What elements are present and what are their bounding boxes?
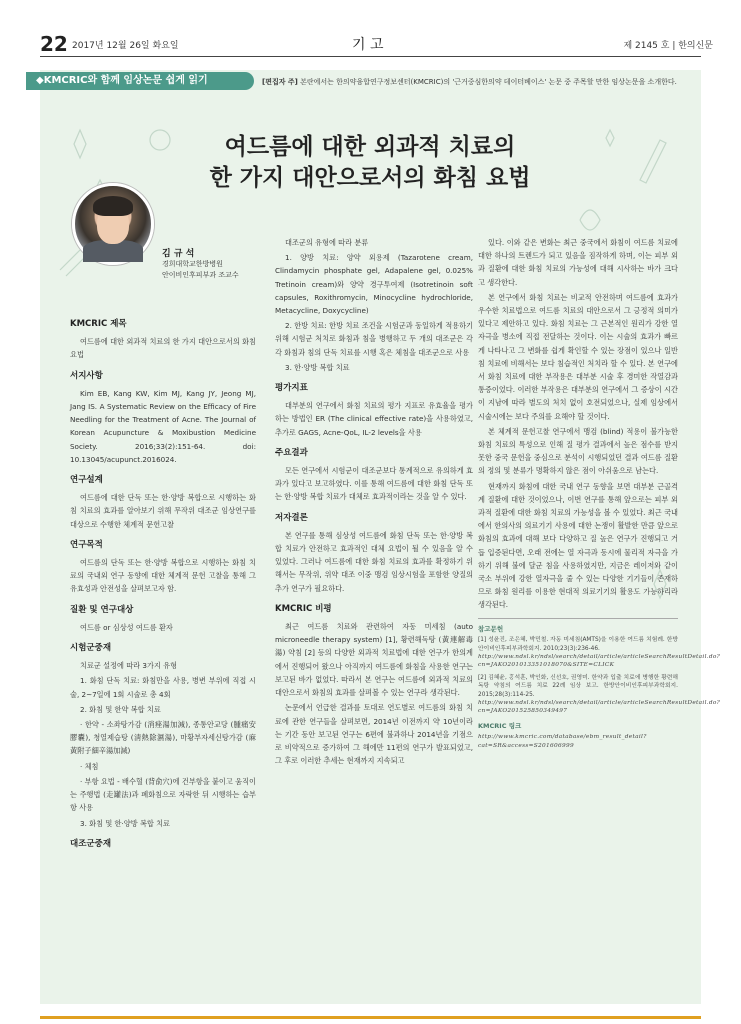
kmcric-link-url[interactable]: http://www.kmcric.com/database/ebm_result_detail?cat=SR&access=S201606999 [478,734,647,749]
header-rule [40,56,701,57]
paragraph: · 체침 [80,761,99,771]
paragraph: 여드름의 단독 또는 한·양방 복합으로 시행하는 화침 치료의 국내외 연구 동향에 대한 체계적 문헌 고찰을 통해 그 유효성과 안전성을 살펴보고자 함. [70,558,256,594]
paragraph: 1. 양방 치료: 양약 외용제 (Tazarotene cream, Clindamycin phosphate gel, Adapalene gel, 0.025% Tretinoin cream)와 양약 경구투여제 (Isotretinoin soft capsules, Roxithromycin, Minocycline hydrochloride, Metacycline, Doxycycline) [275,253,473,316]
paragraph: 현재까지 화침에 대한 국내 연구 동향을 보면 대부분 근골격계 질환에 대한 것이었으나, 이번 연구를 통해 앞으로는 피부 외과적 질환에 대한 화침 치료의 가능성을 볼 수 있었다. 최근 국내에서 한의사의 의료기기 사용에 대한 논쟁이 활발한 만큼 앞으로 화침의 효과에 대해 보다 다양하고 질 높은 연구가 진행되고 거듭 입증된다면, 오래 전에는 열 자극과 동시에 물리적 자극을 가하기 위해 불에 달군 침을 사용하였지만, 지금은 레이저와 같이 국소 부위에 강한 열자극을 줄 수 있는 다양한 기기들이 존재하므로 화침 원리를 이용한 현대적 의료기기의 활용도 가능하리라 생각된다. [478,481,678,610]
section-heading: 대조군중재 [70,838,112,849]
section-heading: 저자결론 [275,512,308,523]
section-heading: 시험군중재 [70,643,112,654]
paragraph: 2. 한방 치료: 한방 치료 조건을 시험군과 동일하게 적용하기 위해 시험군 처치로 화침과 침을 병행하고 두 개의 대조군은 각각 화침과 침의 단독 치료를 시행 혹은 체침을 대조군으로 사용 [275,321,473,357]
reference-1-text: [1] 성윤진, 조은혜, 박민철. 자동 미세침(AMTS)을 이용한 여드름 치험례. 한방안이비인후피부과학회지. 2010;23(3):236-46. [478,637,678,652]
paragraph: 본 연구에서 화침 치료는 비교적 안전하며 여드름에 효과가 우수한 치료법으로 여드름 치료의 대안으로서 그 긍정적 의미가 있다고 제안하고 있다. 화침 치료는 그 근본적인 원리가 강한 열 자극을 병소에 직접 전달하는 것이다. 이는 시술의 효과가 빠르게 나타나고 그 변화를 쉽게 확인할 수 있는 장점이 있으나 일반 침 치료에 비해서는 보다 침습적인 처치라 할 수 있다. 본 연구에서 화침 치료에 대한 부작용은 대부분 시술 후 경미한 작열감과 통증이었다. 이러한 부작용은 대부분의 연구에서 그 증상이 시간이 지남에 따라 별도의 처치 없이 호전되었으나, 실제 임상에서 시술시에는 보다 주의를 요해야 할 것이다. [478,292,678,421]
affiliation-line-2: 안이비인후피부과 조교수 [162,271,239,279]
paragraph: 있다. 이와 같은 변화는 최근 중국에서 화침이 여드름 치료에 대한 하나의 트렌드가 되고 있음을 짐작하게 하며, 이는 피부 외과 질환에 대한 화침 치료의 가능성에 대해 시사하는 바가 크다고 생각한다. [478,238,678,287]
page-header [0,0,741,60]
paragraph: 최근 여드름 치료와 관련하여 자동 미세침 (auto microneedle therapy system) [1], 황련해독탕 (黃連解毒湯) 약침 [2] 등의 다양한 외과적 치료법에 대한 연구가 한의계에서 진행되어 왔으나 아직까지 여드름에 화침을 사용한 연구는 보고된 바가 없었다. 따라서 본 연구는 여드름에 외과적 치료의 대안으로서 화침의 효과를 살펴볼 수 있는 연구라 생각된다. [275,622,473,698]
paragraph: Kim EB, Kang KW, Kim MJ, Kang JY, Jeong MJ, Jang IS. A Systematic Review on the Efficacy of Fire Needling for the Treatment of Acne. The Journal of Korean Acupuncture & Moxibustion Medicine Society. 2016;33(2):151-64. doi: 10.13045/acupunct.2016024. [70,388,256,464]
reference-2 [478,674,721,716]
paragraph: 모든 연구에서 시험군이 대조군보다 통계적으로 유의하게 효과가 있다고 보고하였다. 이를 통해 여드름에 대한 화침 단독 또는 한·양방 복합 치료가 대체로 효과적이라는 것을 알 수 있다. [275,466,473,502]
kmcric-link-heading: KMCRIC 링크 [478,721,522,730]
paragraph: 치료군 설정에 따라 3가지 유형 [80,661,178,671]
paragraph: 본 체계적 문헌고찰 연구에서 맹검 (blind) 적용이 불가능한 화침 치료의 특성으로 인해 질 평가 결과에서 높은 점수를 받지 못한 중국 문헌을 중심으로 분석이 시행되었던 결과 여드름 질환의 정의 및 분류가 명확하지 않은 점이 아쉬움으로 남는다. [478,426,678,476]
title-line-1: 여드름에 대한 외과적 치료의 [224,134,516,160]
diamond-icon [74,130,86,158]
section-heading: KMCRIC 비평 [275,603,332,614]
reference-1-url[interactable]: http://www.ndsl.kr/ndsl/search/detail/article/articleSearchResultDetail.do?cn=JAKO201013351018070&SITE=CLICK [478,653,721,669]
paragraph: · 부항 요법 - 배수혈 (背俞穴)에 건부항을 붙이고 움직이는 주행법 (走罐法)과 폐화침으로 자락한 뒤 시행하는 습부항 사용 [70,776,256,813]
paragraph: 2. 화침 및 한약 복합 치료 [80,704,161,714]
title-line-2: 한 가지 대안으로서의 화침 요법 [209,165,531,191]
affiliation-line-1: 경희대학교한방병원 [162,260,223,268]
reference-2-url[interactable]: http://www.ndsl.kr/ndsl/search/detail/article/articleSearchResultDetail.do?cn=JAKO201525850349497 [478,699,721,715]
paragraph: · 한약 - 소좌탕가감 (消痤湯加減), 종통안교당 (腫痛安膠囊), 청열제습탕 (淸熱除濕湯), 마황부자세신탕가감 (麻黃附子細辛湯加減) [70,720,256,756]
section-heading: KMCRIC 제목 [70,319,127,329]
section-heading: 연구목적 [70,539,103,550]
photo-hair [93,196,133,216]
paragraph: 본 연구를 통해 심상성 여드름에 화침 단독 또는 한·양방 복합 치료가 안전하고 효과적인 대체 요법이 될 수 있음을 알 수 있었다. 그러나 여드름에 대한 화침 치료의 효과를 확정하기 위해서는 무작위, 위약 대조 이중 맹검 임상시험을 포함한 양질의 추가 연구가 필요하다. [275,530,473,593]
paragraph: 여드름에 대한 단독 또는 한·양방 복합으로 시행하는 화침 치료의 효과를 알아보기 위해 무작위 대조군 임상연구를 대상으로 수행한 체계적 문헌고찰 [70,493,256,529]
paragraph: 논문에서 언급한 결과를 토대로 연도별로 여드름의 화침 치료에 관한 연구들을 살펴보면, 2014년 이전까지 약 10년이라는 기간 동안 보고된 연구는 6편에 불과하나 2014년을 기점으로 비약적으로 증가하여 그 해에만 11편의 연구가 발표되었고, 그 후로 이러한 추세는 현재까지 지속되고 [275,703,473,766]
references-rule [478,618,678,619]
section-heading: 서지사항 [70,370,103,381]
footer-bar [40,1016,701,1019]
section-name: 기 고 [352,37,384,53]
paragraph: 대부분의 연구에서 화침 치료의 평가 지표로 유효율을 평가하는 방법인 ER (The clinical effective rate)을 사용하였고, 추가로 GAGS, Acne-QoL, IL-2 levels을 사용 [275,401,473,437]
references [478,618,721,750]
author-affiliation [162,259,239,281]
publish-date: 2017년 12월 26일 화요일 [72,41,179,51]
column-2 [275,236,473,769]
editor-note [262,77,677,87]
section-heading: 질환 및 연구대상 [70,604,134,615]
column-3-body [478,236,678,612]
diamond-icon [606,130,614,146]
section-heading: 주요결과 [275,447,308,458]
section-heading: 연구설계 [70,475,103,486]
paragraph: 여드름에 대한 외과적 치료의 한 가지 대안으로서의 화침 요법 [70,337,256,360]
column-3 [478,236,721,750]
reference-2-text: [2] 김혜윤, 홍석훈, 박인화, 신선호, 권영미. 한약과 입출 치료에 병행한 황련해독탕 약침의 여드름 치료 22례 임상 보고. 한방안이비인후피부과학회지. 2015;28(3):114-25. [478,674,678,698]
paragraph: 1. 화침 단독 치료: 화침만을 사용, 병변 부위에 직접 시술, 2~7일에 1회 시술로 총 4회 [70,676,256,699]
references-heading: 참고문헌 [478,624,504,633]
article-title [150,132,590,194]
editor-note-label: [편집자 주] [262,78,298,86]
section-heading: 평가지표 [275,383,308,394]
paragraph: 3. 한·양방 복합 치료 [285,362,350,372]
pencil-icon [640,140,666,183]
series-tag: ◆KMCRIC와 함께 임상논문 쉽게 읽기 [26,72,254,90]
lightbulb-icon [580,210,600,230]
paragraph: 대조군의 유형에 따라 분류 [285,238,369,247]
author-name: 김 규 석 [162,249,195,259]
column-1 [70,318,256,855]
reference-1 [478,636,721,670]
author-photo [72,183,154,265]
editor-note-text: 본란에서는 한의약융합연구정보센터(KMCRIC)의 '근거중심한의약 데이터베이스' 논문 중 주목할 만한 임상논문을 소개한다. [300,78,677,86]
page-number: 22 [40,32,68,56]
paragraph: 여드름 or 심상성 여드름 환자 [80,622,173,632]
paragraph: 3. 화침 및 한·양방 복합 치료 [80,818,170,828]
issue-info: 제 2145 호 | 한의신문 [623,41,713,51]
